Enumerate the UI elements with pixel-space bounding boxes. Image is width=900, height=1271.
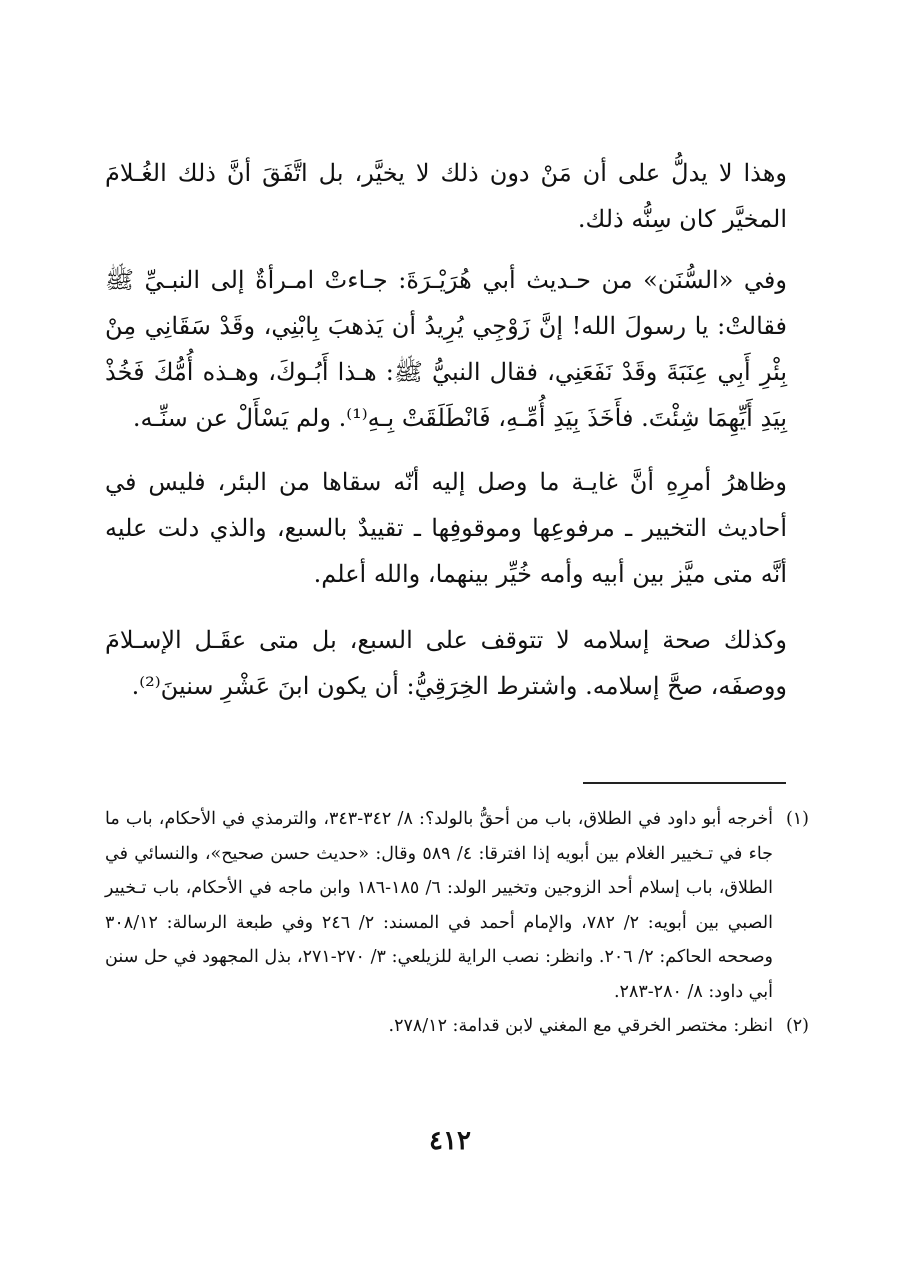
footnotes <box>105 802 809 1044</box>
paragraph-2 <box>105 257 787 441</box>
paragraph-4 <box>105 617 787 709</box>
paragraph-2-text: وفي «السُّنَن» من حـديث أبي هُرَيْـرَةَ: جـاءتْ امـرأةٌ إلى النبـيِّ ﷺ فقالتْ: يا رسولَ الله! إنَّ زَوْجِي يُرِيدُ أن يَذهبَ بِابْنِي، وقَدْ سَقَانِي مِنْ بِئْرِ أَبِي عِنَبَةَ وقَدْ نَفَعَنِي، فقال النبيُّ ﷺ: هـذا أَبُـوكَ، وهـذه أُمُّكَ فَخُذْ بِيَدِ أَيِّهِمَا شِئْتَ. فأَخَذَ بِيَدِ أُمِّـهِ، فَانْطَلَقَتْ بِـهِ⁽¹⁾. ولم يَسْأَلْ عن سنِّـه. <box>105 266 787 432</box>
paragraph-1 <box>105 150 787 242</box>
paragraph-1-text: وهذا لا يدلُّ على أن مَنْ دون ذلك لا يخيَّر، بل اتَّفَقَ أنَّ ذلك الغُـلامَ المخيَّر كان سِنُّه ذلك. <box>105 159 787 233</box>
paragraph-3-text: وظاهرُ أمرِهِ أنَّ غايـة ما وصل إليه أنّه سقاها من البئر، فليس في أحاديث التخيير ـ مرفوعِها وموقوفِها ـ تقييدٌ بالسبع، والذي دلت عليه أنَّه متى ميَّز بين أبيه وأمه خُيِّر بينهما، والله أعلم. <box>105 468 787 588</box>
page-number: ٤١٢ <box>429 1126 471 1156</box>
paragraph-4-text: وكذلك صحة إسلامه لا تتوقف على السبع، بل متى عقَـل الإسـلامَ ووصفَه، صحَّ إسلامه. واشترط الخِرَقِيُّ: أن يكون ابنَ عَشْرِ سنينَ⁽²⁾. <box>105 626 787 700</box>
paragraph-3 <box>105 459 787 597</box>
footnote-1 <box>105 802 809 1009</box>
footnote-separator <box>583 782 786 784</box>
footnote-2 <box>105 1009 809 1044</box>
footnote-2-text: انظر: مختصر الخرقي مع المغني لابن قدامة: ٢٧٨/١٢. <box>388 1016 773 1036</box>
footnote-1-number: (١) <box>785 809 809 829</box>
footnote-1-text: أخرجه أبو داود في الطلاق، باب من أحقُّ بالولد؟: ٨/ ٣٤٢-٣٤٣، والترمذي في الأحكام، باب ما جاء في تـخيير الغلام بين أبويه إذا افترقا: ٤/ ٥٨٩ وقال: «حديث حسن صحيح»، والنسائي في الطلاق، باب إسلام أحد الزوجين وتخيير الولد: ٦/ ١٨٥-١٨٦ وابن ماجه في الأحكام، باب تـخيير الصبي بين أبويه: ٢/ ٧٨٢، والإمام أحمد في المسند: ٢/ ٢٤٦ وفي طبعة الرسالة: ٣٠٨/١٢ وصححه الحاكم: ٢/ ٢٠٦. وانظر: نصب الراية للزيلعي: ٣/ ٢٧٠-٢٧١، بذل المجهود في حل سنن أبي داود: ٨/ ٢٨٠-٢٨٣. <box>105 809 773 1002</box>
footnote-2-number: (٢) <box>785 1016 809 1036</box>
